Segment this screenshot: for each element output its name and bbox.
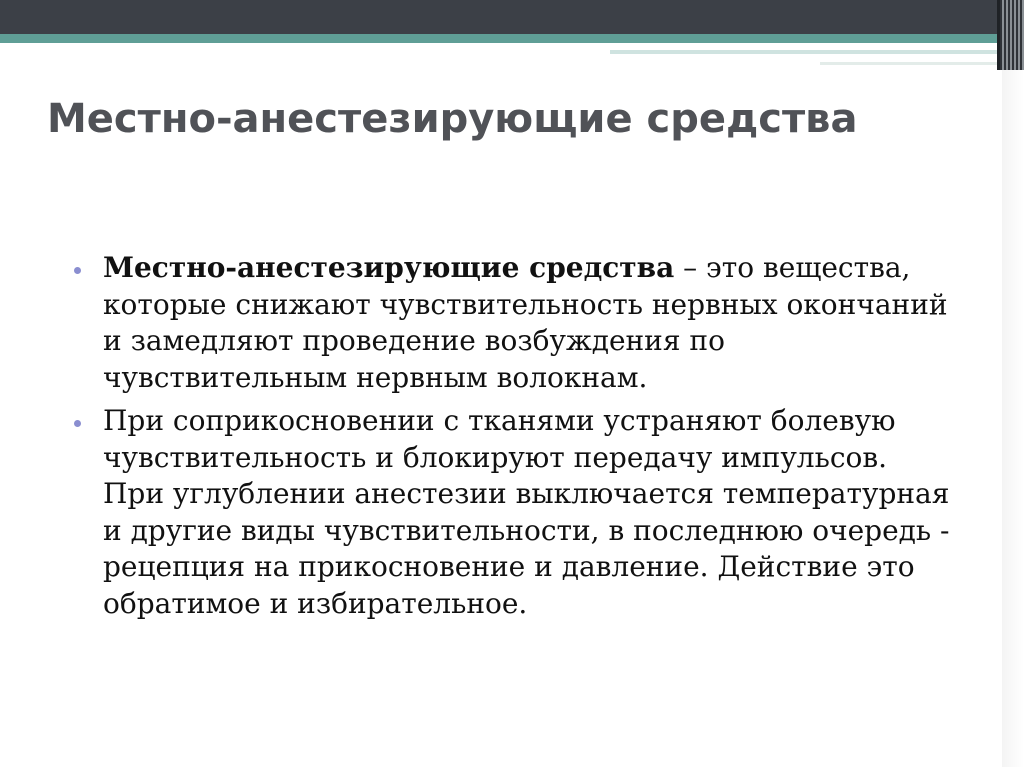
definition-text: – это вещества, которые снижают чувствительность нервных окончаний и замедляют проведение возбуждения по чувствительным нервным волокнам. bbox=[103, 251, 948, 394]
edge-gradient bbox=[1002, 70, 1024, 767]
bullet-marker-icon bbox=[74, 267, 81, 274]
definition-term: Местно-анестезирующие средства bbox=[103, 251, 675, 284]
effect-text: При соприкосновении с тканями устраняют болевую чувствительность и блокируют передачу импульсов. При углублении анестезии выключается температурная и другие виды чувствительности, в последнюю очередь - рецепция на прикосновение и давление. Действие это обратимое и избирательное. bbox=[103, 404, 950, 620]
header-thin-line-secondary bbox=[820, 62, 1000, 65]
header-band bbox=[0, 0, 1024, 34]
bullet-marker-icon bbox=[74, 420, 81, 427]
bullet-list bbox=[70, 250, 950, 629]
header-thin-line bbox=[610, 50, 1000, 54]
header-accent-band bbox=[0, 34, 1000, 43]
edge-stripes bbox=[1000, 0, 1024, 70]
bullet-item-effect bbox=[70, 403, 950, 622]
bullet-item-definition bbox=[70, 250, 950, 396]
slide-title: Местно-анестезирующие средства bbox=[47, 96, 858, 142]
